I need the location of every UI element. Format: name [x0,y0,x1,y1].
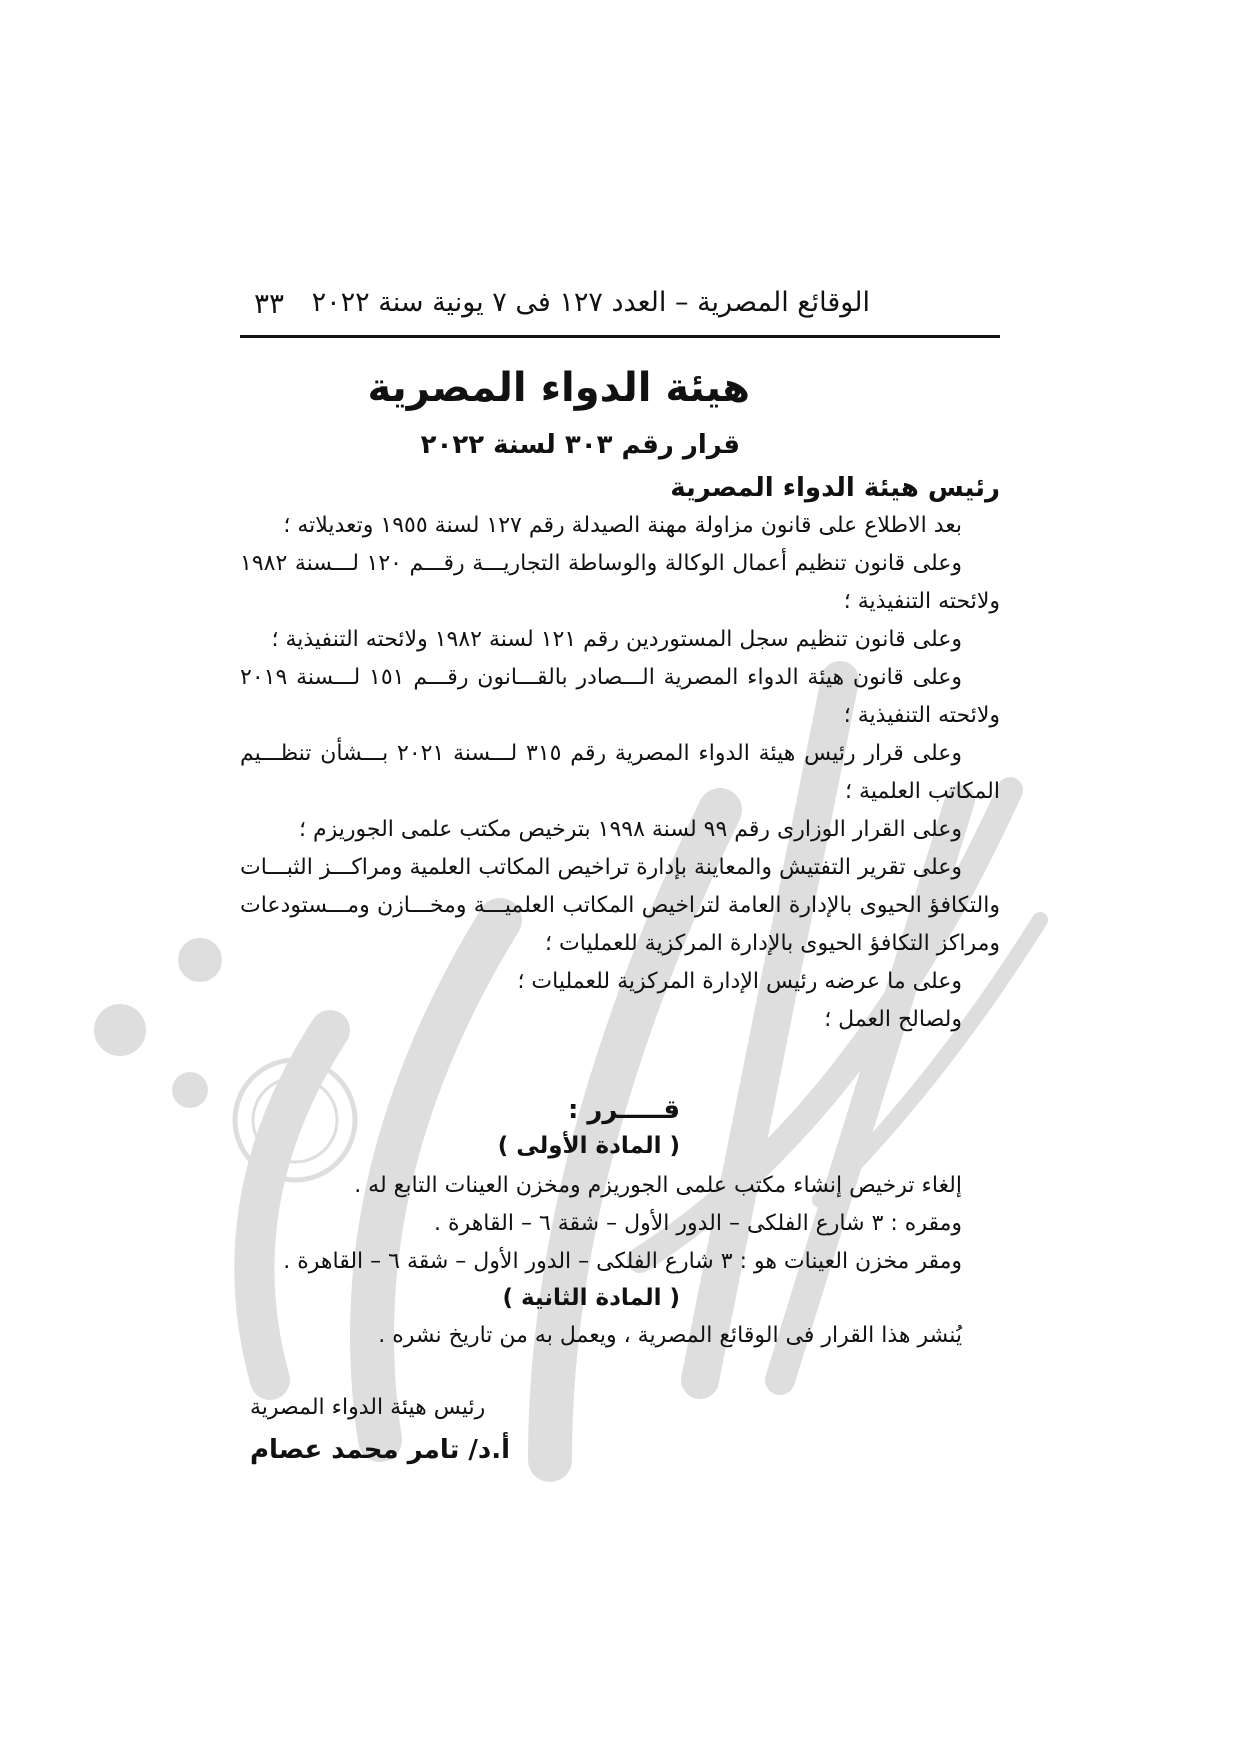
preamble-line: وعلى قانون تنظيم أعمال الوكالة والوساطة التجاريـــة رقـــم ١٢٠ لـــسنة ١٩٨٢ [240,551,962,576]
preamble-line: وعلى قرار رئيس هيئة الدواء المصرية رقم ٣١٥ لـــسنة ٢٠٢١ بـــشأن تنظـــيم [240,741,962,766]
preamble-line: وعلى ما عرضه رئيس الإدارة المركزية للعمليات ؛ [517,969,962,994]
preamble-line: ولائحته التنفيذية ؛ [843,589,1000,614]
preamble-line: ولائحته التنفيذية ؛ [843,703,1000,728]
article-one-line: إلغاء ترخيص إنشاء مكتب علمى الجوريزم ومخزن العينات التابع له . [354,1173,962,1198]
preamble [240,507,1000,1039]
article-one-heading: ( المادة الأولى ) [497,1133,680,1159]
article-one-body [283,1167,962,1281]
article-one-line: ومقره : ٣ شارع الفلكى – الدور الأول – شقة ٦ – القاهرة . [434,1211,962,1236]
preamble-line: المكاتب العلمية ؛ [845,779,1000,804]
preamble-line: والتكافؤ الحيوى بالإدارة العامة لتراخيص المكاتب العلميـــة ومخـــازن ومـــستودعات [240,893,1000,918]
issuer-heading: رئيس هيئة الدواء المصرية [670,473,1000,503]
preamble-line: وعلى القرار الوزارى رقم ٩٩ لسنة ١٩٩٨ بترخيص مكتب علمى الجوريزم ؛ [299,817,962,842]
article-two-text: يُنشر هذا القرار فى الوقائع المصرية ، ويعمل به من تاريخ نشره . [378,1323,962,1348]
preamble-line: بعد الاطلاع على قانون مزاولة مهنة الصيدلة رقم ١٢٧ لسنة ١٩٥٥ وتعديلاته ؛ [283,513,962,538]
decided-heading: قـــــرر : [567,1095,680,1125]
page-header [240,285,1000,338]
signature-name: أ.د/ تامر محمد عصام [250,1435,511,1465]
preamble-line: ولصالح العمل ؛ [824,1007,962,1032]
running-head: الوقائع المصرية – العدد ١٢٧ فى ٧ يونية سنة ٢٠٢٢ [311,287,870,318]
preamble-line: ومراكز التكافؤ الحيوى بالإدارة المركزية للعمليات ؛ [545,931,1000,956]
preamble-line: وعلى قانون تنظيم سجل المستوردين رقم ١٢١ لسنة ١٩٨٢ ولائحته التنفيذية ؛ [271,627,962,652]
article-two-heading: ( المادة الثانية ) [502,1285,680,1311]
gazette-page [240,285,1000,1525]
article-one-line: ومقر مخزن العينات هو : ٣ شارع الفلكى – الدور الأول – شقة ٦ – القاهرة . [283,1249,962,1274]
page-number: ٣٣ [254,287,285,320]
authority-title: هيئة الدواء المصرية [367,365,750,411]
preamble-line: وعلى قانون هيئة الدواء المصرية الـــصادر بالقـــانون رقـــم ١٥١ لـــسنة ٢٠١٩ [240,665,963,690]
preamble-line: وعلى تقرير التفتيش والمعاينة بإدارة تراخيص المكاتب العلمية ومراكـــز الثبـــات [240,855,962,880]
signature-title: رئيس هيئة الدواء المصرية [250,1395,486,1420]
decision-title: قرار رقم ٣٠٣ لسنة ٢٠٢٢ [420,430,740,460]
